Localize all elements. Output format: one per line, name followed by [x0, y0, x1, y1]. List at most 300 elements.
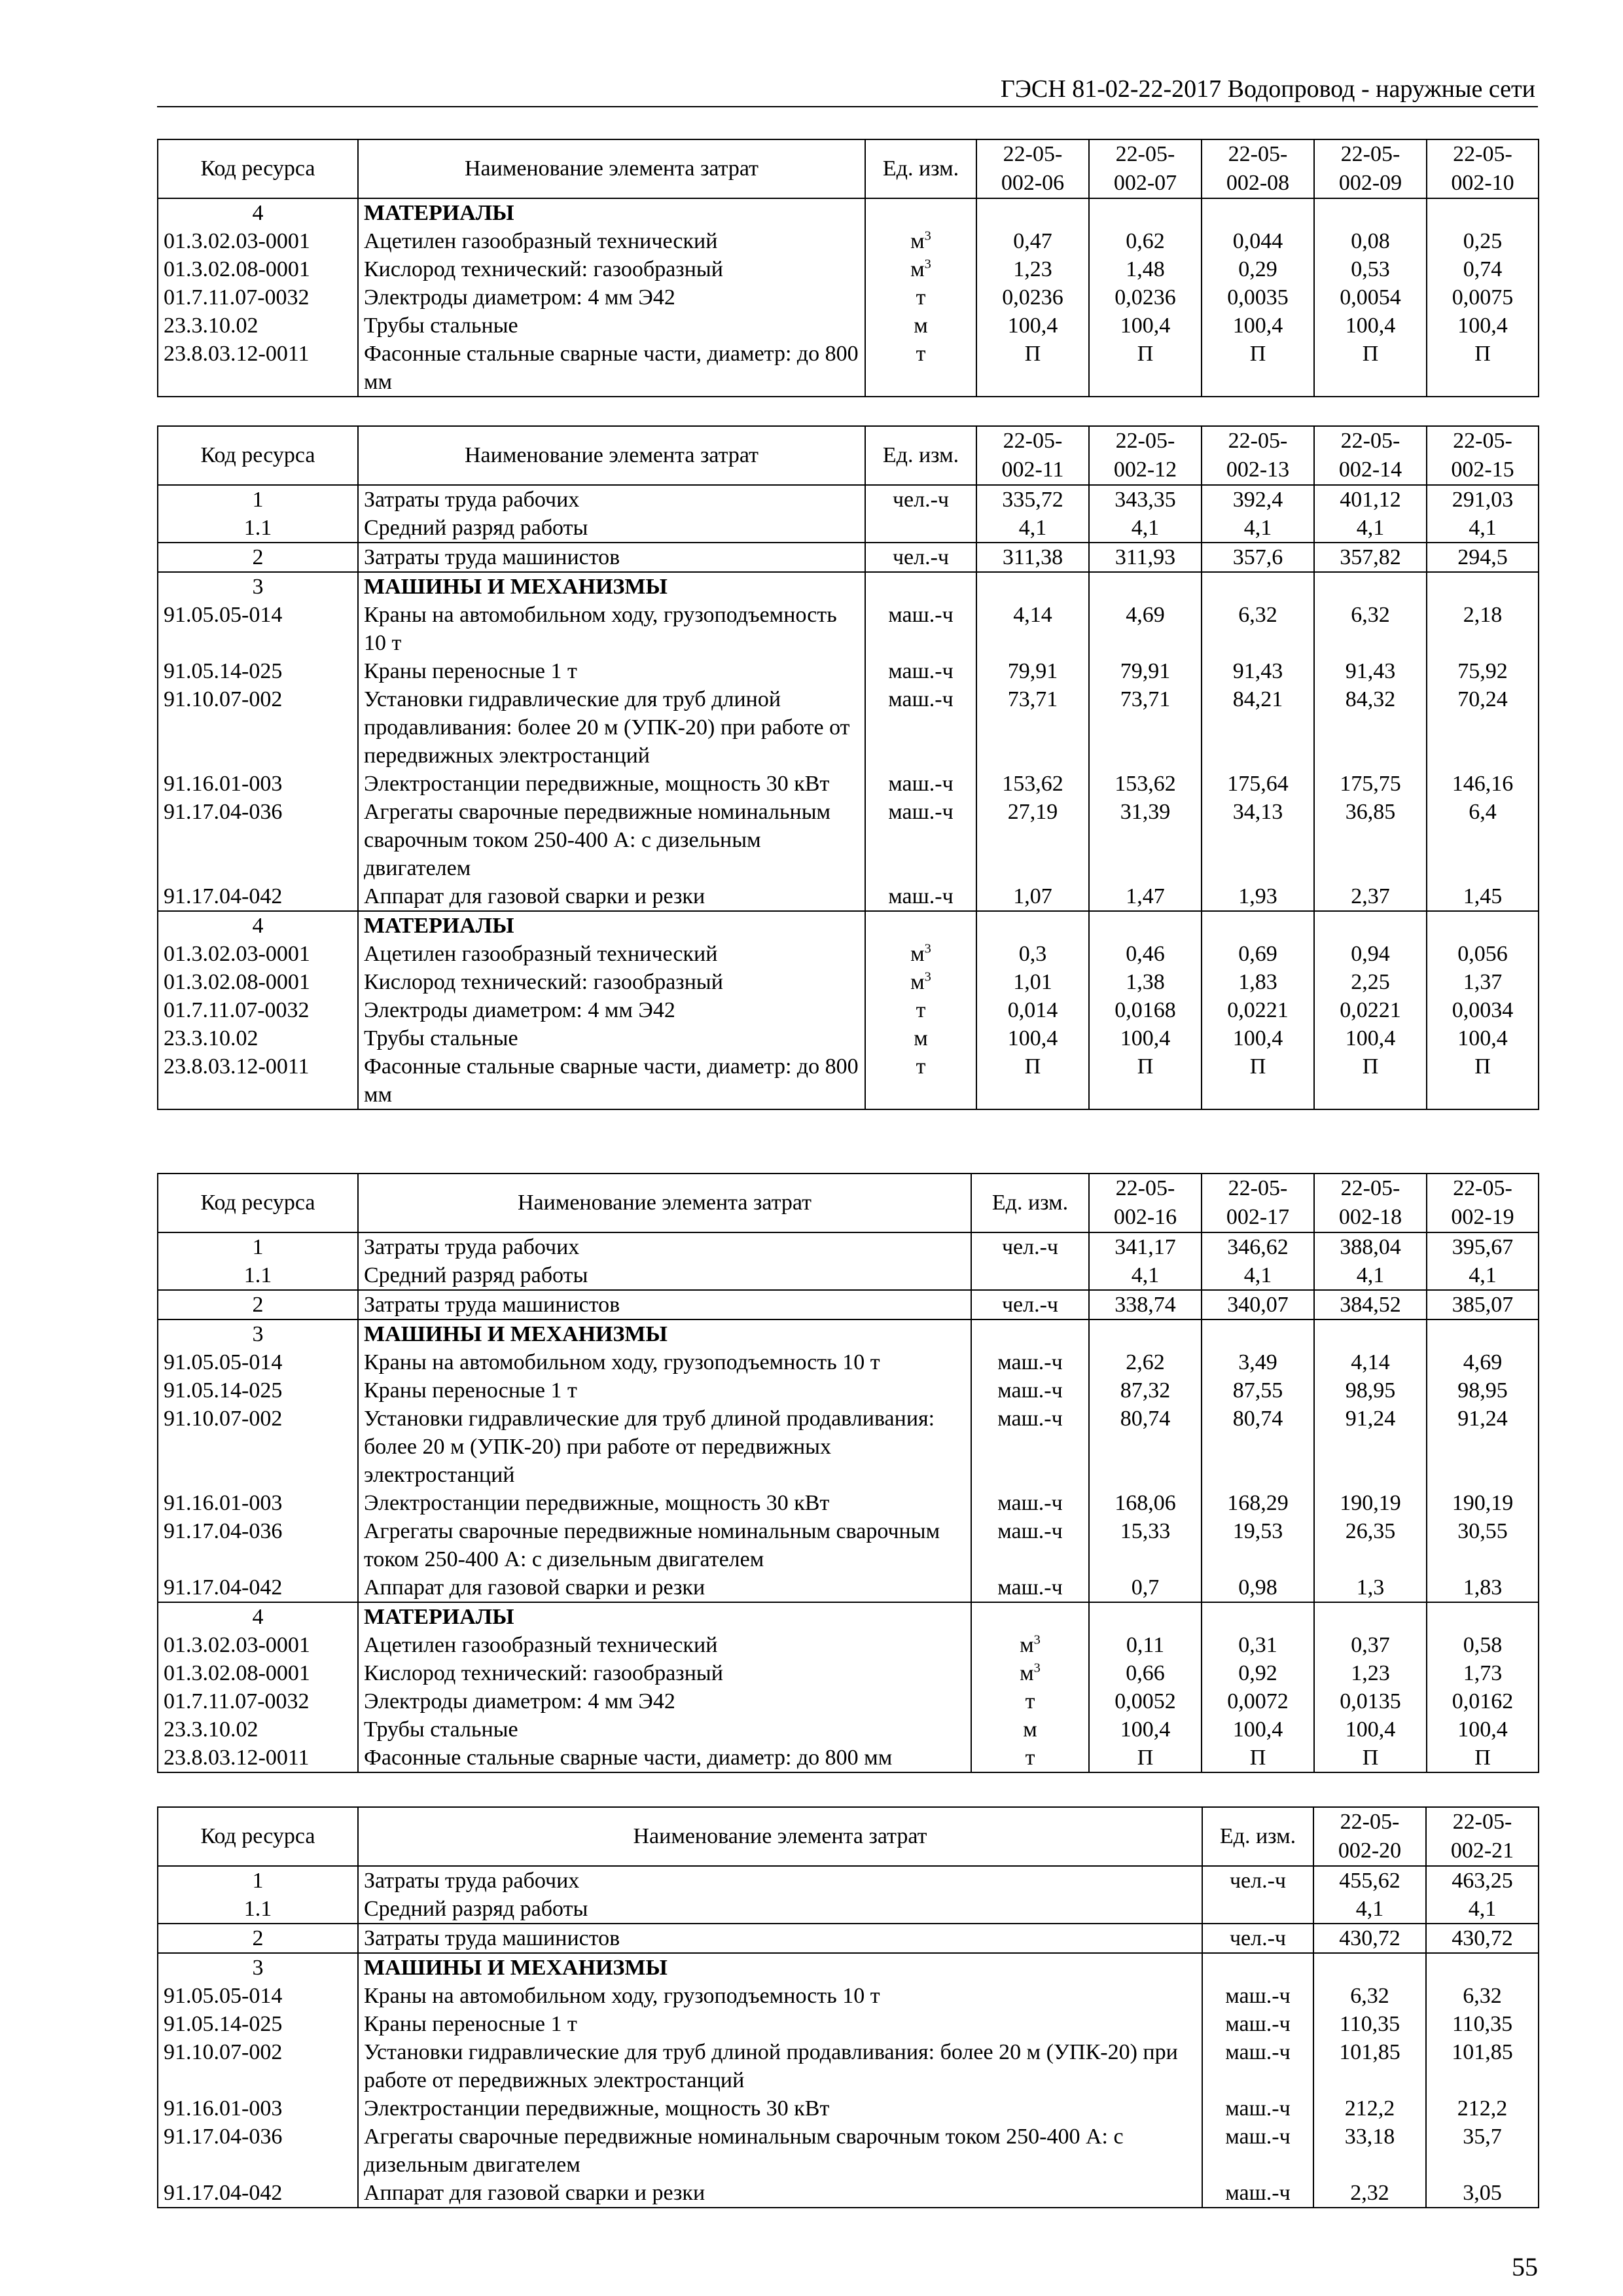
norm-value: 1,45: [1427, 882, 1539, 911]
norm-value: 100,4: [1427, 1024, 1539, 1052]
unit-of-measure: чел.-ч: [971, 1232, 1089, 1261]
norm-value: 0,0075: [1427, 283, 1539, 312]
col-header-code: Код ресурса: [158, 1807, 358, 1866]
unit-of-measure: [865, 911, 976, 940]
norm-value: 100,4: [1089, 312, 1202, 340]
norm-value: 79,91: [976, 657, 1089, 685]
norm-value: 2,25: [1314, 968, 1427, 996]
cost-element-name: Трубы стальные: [358, 312, 865, 340]
col-header-norm-code: 22-05- 002-11: [976, 426, 1089, 485]
norm-value: [1202, 1602, 1314, 1631]
unit-of-measure: маш.-ч: [1202, 2038, 1313, 2094]
norm-value: [1089, 198, 1202, 227]
resource-table-3: [157, 1173, 1539, 1773]
resource-code: 23.8.03.12-0011: [158, 1052, 358, 1109]
norm-value: [976, 198, 1089, 227]
table-row: [158, 1024, 1539, 1052]
norm-value: [1089, 1319, 1202, 1348]
cost-element-name: Электростанции передвижные, мощность 30 кВт: [358, 770, 865, 798]
norm-value: 1,37: [1427, 968, 1539, 996]
norm-value: 4,1: [1314, 514, 1427, 543]
norm-value: 1,93: [1202, 882, 1314, 911]
norm-value: 0,0162: [1427, 1687, 1539, 1715]
table-row: [158, 1261, 1539, 1290]
norm-value: 0,0221: [1202, 996, 1314, 1024]
cost-element-name: МАШИНЫ И МЕХАНИЗМЫ: [358, 1319, 971, 1348]
norm-value: [976, 572, 1089, 601]
cost-element-name: Агрегаты сварочные передвижные номинальным сварочным током 250-400 А: с дизельным двигателем: [358, 798, 865, 882]
norm-value: 190,19: [1427, 1489, 1539, 1517]
col-header-unit: Ед. изм.: [865, 139, 976, 198]
resource-code: 91.16.01-003: [158, 1489, 358, 1517]
unit-of-measure: маш.-ч: [1202, 1982, 1313, 2010]
norm-value: 1,3: [1314, 1573, 1427, 1602]
norm-value: 0,0052: [1089, 1687, 1202, 1715]
norm-value: 1,38: [1089, 968, 1202, 996]
norm-value: 30,55: [1427, 1517, 1539, 1573]
col-header-norm-code: 22-05- 002-14: [1314, 426, 1427, 485]
norm-value: 110,35: [1313, 2010, 1426, 2038]
norm-value: 3,05: [1426, 2179, 1539, 2208]
col-header-name: Наименование элемента затрат: [358, 1807, 1202, 1866]
cost-element-name: Электростанции передвижные, мощность 30 кВт: [358, 2094, 1202, 2123]
unit-of-measure: маш.-ч: [1202, 2123, 1313, 2179]
norm-value: [1089, 572, 1202, 601]
table-row: [158, 1405, 1539, 1489]
unit-of-measure: м: [971, 1715, 1089, 1744]
norm-value: 0,37: [1314, 1631, 1427, 1659]
norm-value: 91,43: [1202, 657, 1314, 685]
col-header-unit: Ед. изм.: [1202, 1807, 1313, 1866]
norm-value: 146,16: [1427, 770, 1539, 798]
unit-of-measure: маш.-ч: [865, 770, 976, 798]
table-row: [158, 1744, 1539, 1772]
cost-element-name: Аппарат для газовой сварки и резки: [358, 2179, 1202, 2208]
norm-value: 294,5: [1427, 543, 1539, 572]
norm-value: 35,7: [1426, 2123, 1539, 2179]
norm-value: 401,12: [1314, 485, 1427, 514]
norm-value: 463,25: [1426, 1866, 1539, 1895]
unit-of-measure: маш.-ч: [865, 685, 976, 770]
resource-code: 01.7.11.07-0032: [158, 1687, 358, 1715]
norm-value: 84,21: [1202, 685, 1314, 770]
norm-value: 0,056: [1427, 940, 1539, 968]
norm-value: 84,32: [1314, 685, 1427, 770]
norm-value: 0,53: [1314, 255, 1427, 283]
section-row: [158, 198, 1539, 227]
cost-element-name: Фасонные стальные сварные части, диаметр: до 800 мм: [358, 1744, 971, 1772]
cost-element-name: Ацетилен газообразный технический: [358, 1631, 971, 1659]
norm-value: 4,1: [1427, 514, 1539, 543]
norm-value: [1314, 911, 1427, 940]
resource-table-2: [157, 425, 1539, 1110]
norm-value: 0,69: [1202, 940, 1314, 968]
unit-of-measure: м: [865, 1024, 976, 1052]
norm-value: 98,95: [1427, 1376, 1539, 1405]
header-title: ГЭСН 81-02-22-2017 Водопровод - наружные сети: [1000, 75, 1535, 103]
norm-value: 101,85: [1426, 2038, 1539, 2094]
resource-code: 23.3.10.02: [158, 1715, 358, 1744]
col-header-norm-code: 22-05- 002-06: [976, 139, 1089, 198]
unit-of-measure: [971, 1602, 1089, 1631]
norm-value: П: [1089, 340, 1202, 397]
col-header-name: Наименование элемента затрат: [358, 426, 865, 485]
resource-code: 91.17.04-042: [158, 882, 358, 911]
resource-code: 01.7.11.07-0032: [158, 996, 358, 1024]
norm-value: 110,35: [1426, 2010, 1539, 2038]
col-header-norm-code: 22-05- 002-16: [1089, 1174, 1202, 1232]
norm-value: П: [1089, 1744, 1202, 1772]
page-header: [157, 73, 1538, 107]
norm-value: [1313, 1953, 1426, 1982]
norm-value: 6,32: [1314, 601, 1427, 657]
table-row: [158, 1376, 1539, 1405]
norm-value: 34,13: [1202, 798, 1314, 882]
table-row: [158, 2123, 1539, 2179]
col-header-code: Код ресурса: [158, 139, 358, 198]
cost-element-name: МАТЕРИАЛЫ: [358, 911, 865, 940]
unit-of-measure: т: [865, 340, 976, 397]
norm-value: 455,62: [1313, 1866, 1426, 1895]
unit-of-measure: [971, 1319, 1089, 1348]
table-row: [158, 657, 1539, 685]
norm-value: 0,3: [976, 940, 1089, 968]
cost-element-name: Краны на автомобильном ходу, грузоподъемность 10 т: [358, 1982, 1202, 2010]
col-header-norm-code: 22-05- 002-13: [1202, 426, 1314, 485]
cost-element-name: Краны на автомобильном ходу, грузоподъемность 10 т: [358, 1348, 971, 1376]
norm-value: 0,0034: [1427, 996, 1539, 1024]
resource-code: 91.17.04-036: [158, 2123, 358, 2179]
resource-code: 1: [158, 1866, 358, 1895]
norm-value: 430,72: [1426, 1924, 1539, 1953]
unit-of-measure: чел.-ч: [1202, 1866, 1313, 1895]
norm-value: [1427, 911, 1539, 940]
table-row: [158, 1687, 1539, 1715]
norm-value: 0,0236: [1089, 283, 1202, 312]
table-row: [158, 685, 1539, 770]
resource-code: 23.8.03.12-0011: [158, 1744, 358, 1772]
col-header-norm-code: 22-05- 002-09: [1314, 139, 1427, 198]
norm-value: 0,7: [1089, 1573, 1202, 1602]
col-header-norm-code: 22-05- 002-21: [1426, 1807, 1539, 1866]
norm-value: 395,67: [1427, 1232, 1539, 1261]
norm-value: 2,37: [1314, 882, 1427, 911]
col-header-code: Код ресурса: [158, 1174, 358, 1232]
norm-value: 15,33: [1089, 1517, 1202, 1573]
resource-code: 91.10.07-002: [158, 685, 358, 770]
section-row: [158, 1953, 1539, 1982]
resource-code: 1.1: [158, 1895, 358, 1924]
norm-value: 0,31: [1202, 1631, 1314, 1659]
unit-of-measure: [865, 198, 976, 227]
unit-of-measure: т: [971, 1744, 1089, 1772]
norm-value: 6,32: [1426, 1982, 1539, 2010]
resource-code: 01.7.11.07-0032: [158, 283, 358, 312]
unit-of-measure: $м^3$: [971, 1631, 1089, 1659]
table-row: [158, 2094, 1539, 2123]
resource-code: 1: [158, 1232, 358, 1261]
table-row: [158, 1895, 1539, 1924]
resource-code: 91.05.14-025: [158, 1376, 358, 1405]
norm-value: 0,92: [1202, 1659, 1314, 1687]
norm-value: 4,1: [1427, 1261, 1539, 1290]
norm-value: 346,62: [1202, 1232, 1314, 1261]
cost-element-name: Электроды диаметром: 4 мм Э42: [358, 283, 865, 312]
table-row: [158, 1631, 1539, 1659]
norm-value: 430,72: [1313, 1924, 1426, 1953]
norm-value: 212,2: [1426, 2094, 1539, 2123]
col-header-norm-code: 22-05- 002-19: [1427, 1174, 1539, 1232]
unit-of-measure: чел.-ч: [1202, 1924, 1313, 1953]
resource-code: 2: [158, 543, 358, 572]
norm-value: 4,14: [1314, 1348, 1427, 1376]
section-row: [158, 572, 1539, 601]
table-row: [158, 340, 1539, 397]
norm-value: 6,32: [1313, 1982, 1426, 2010]
col-header-norm-code: 22-05- 002-08: [1202, 139, 1314, 198]
table-row: [158, 1573, 1539, 1602]
norm-value: 80,74: [1202, 1405, 1314, 1489]
unit-of-measure: $м^3$: [971, 1659, 1089, 1687]
norm-value: 385,07: [1427, 1290, 1539, 1319]
cost-element-name: Затраты труда машинистов: [358, 1290, 971, 1319]
unit-of-measure: чел.-ч: [865, 485, 976, 514]
resource-code: 91.17.04-036: [158, 1517, 358, 1573]
norm-value: 100,4: [1314, 1715, 1427, 1744]
table-row: [158, 1659, 1539, 1687]
unit-of-measure: маш.-ч: [865, 798, 976, 882]
unit-of-measure: [865, 514, 976, 543]
norm-value: 335,72: [976, 485, 1089, 514]
table-row: [158, 1517, 1539, 1573]
resource-code: 91.16.01-003: [158, 770, 358, 798]
norm-value: 0,0072: [1202, 1687, 1314, 1715]
norm-value: 0,47: [976, 227, 1089, 255]
norm-value: 0,0135: [1314, 1687, 1427, 1715]
norm-value: 0,0236: [976, 283, 1089, 312]
header-row: [158, 1807, 1539, 1866]
table-row: [158, 1348, 1539, 1376]
cost-element-name: Электроды диаметром: 4 мм Э42: [358, 1687, 971, 1715]
header-row: [158, 426, 1539, 485]
cost-element-name: Затраты труда машинистов: [358, 1924, 1202, 1953]
header-row: [158, 139, 1539, 198]
unit-of-measure: [971, 1261, 1089, 1290]
resource-code: 91.10.07-002: [158, 2038, 358, 2094]
norm-value: П: [1202, 340, 1314, 397]
norm-value: [1202, 1319, 1314, 1348]
norm-value: 19,53: [1202, 1517, 1314, 1573]
norm-value: 4,1: [976, 514, 1089, 543]
unit-of-measure: чел.-ч: [971, 1290, 1089, 1319]
resource-code: 91.05.05-014: [158, 1348, 358, 1376]
norm-value: 73,71: [976, 685, 1089, 770]
norm-value: 168,06: [1089, 1489, 1202, 1517]
norm-value: 4,1: [1313, 1895, 1426, 1924]
unit-of-measure: [1202, 1895, 1313, 1924]
resource-code: 01.3.02.03-0001: [158, 940, 358, 968]
norm-value: 0,29: [1202, 255, 1314, 283]
col-header-norm-code: 22-05- 002-18: [1314, 1174, 1427, 1232]
norm-value: П: [1314, 1052, 1427, 1109]
norm-value: 100,4: [1202, 1715, 1314, 1744]
norm-value: 1,01: [976, 968, 1089, 996]
table-row: [158, 1489, 1539, 1517]
norm-value: 100,4: [1202, 1024, 1314, 1052]
resource-code: 91.10.07-002: [158, 1405, 358, 1489]
norm-value: 190,19: [1314, 1489, 1427, 1517]
norm-value: 212,2: [1313, 2094, 1426, 2123]
resource-code: 3: [158, 1953, 358, 1982]
resource-code: 1: [158, 485, 358, 514]
norm-value: 0,0054: [1314, 283, 1427, 312]
norm-value: 100,4: [1089, 1715, 1202, 1744]
norm-value: 1,07: [976, 882, 1089, 911]
table-row: [158, 1982, 1539, 2010]
table-row: [158, 514, 1539, 543]
unit-of-measure: маш.-ч: [865, 601, 976, 657]
norm-value: П: [1314, 1744, 1427, 1772]
unit-of-measure: т: [865, 283, 976, 312]
norm-value: 91,24: [1314, 1405, 1427, 1489]
cost-element-name: Средний разряд работы: [358, 1895, 1202, 1924]
norm-value: 291,03: [1427, 485, 1539, 514]
resource-code: 2: [158, 1924, 358, 1953]
norm-value: П: [1089, 1052, 1202, 1109]
resource-code: 91.05.14-025: [158, 657, 358, 685]
cost-element-name: Кислород технический: газообразный: [358, 968, 865, 996]
norm-value: 4,1: [1202, 1261, 1314, 1290]
norm-value: 0,58: [1427, 1631, 1539, 1659]
norm-value: П: [976, 1052, 1089, 1109]
resource-code: 4: [158, 911, 358, 940]
section-row: [158, 543, 1539, 572]
norm-value: 0,11: [1089, 1631, 1202, 1659]
cost-element-name: Трубы стальные: [358, 1715, 971, 1744]
norm-value: 357,6: [1202, 543, 1314, 572]
norm-value: [1089, 1602, 1202, 1631]
unit-of-measure: $м^3$: [865, 255, 976, 283]
norm-value: 100,4: [1427, 312, 1539, 340]
norm-value: [1314, 1602, 1427, 1631]
norm-value: 87,32: [1089, 1376, 1202, 1405]
unit-of-measure: т: [865, 996, 976, 1024]
table-row: [158, 1715, 1539, 1744]
norm-value: [1427, 1319, 1539, 1348]
norm-value: 0,74: [1427, 255, 1539, 283]
norm-value: 153,62: [976, 770, 1089, 798]
unit-of-measure: маш.-ч: [971, 1517, 1089, 1573]
cost-element-name: Затраты труда рабочих: [358, 485, 865, 514]
norm-value: 0,46: [1089, 940, 1202, 968]
cost-element-name: МАТЕРИАЛЫ: [358, 1602, 971, 1631]
norm-value: 26,35: [1314, 1517, 1427, 1573]
section-row: [158, 1319, 1539, 1348]
norm-value: 0,0035: [1202, 283, 1314, 312]
norm-value: 100,4: [1427, 1715, 1539, 1744]
cost-element-name: Ацетилен газообразный технический: [358, 940, 865, 968]
norm-value: 1,23: [1314, 1659, 1427, 1687]
norm-value: 4,1: [1089, 1261, 1202, 1290]
norm-value: 100,4: [1314, 312, 1427, 340]
cost-element-name: Установки гидравлические для труб длиной продавливания: более 20 м (УПК-20) при работе от передвижных электростанций: [358, 1405, 971, 1489]
norm-value: П: [1427, 1744, 1539, 1772]
resource-code: 3: [158, 1319, 358, 1348]
cost-element-name: Средний разряд работы: [358, 514, 865, 543]
col-header-unit: Ед. изм.: [865, 426, 976, 485]
norm-value: 1,83: [1427, 1573, 1539, 1602]
col-header-norm-code: 22-05- 002-12: [1089, 426, 1202, 485]
norm-value: 98,95: [1314, 1376, 1427, 1405]
norm-value: 392,4: [1202, 485, 1314, 514]
norm-value: 0,25: [1427, 227, 1539, 255]
unit-of-measure: [1202, 1953, 1313, 1982]
unit-of-measure: $м^3$: [865, 940, 976, 968]
resource-code: 01.3.02.08-0001: [158, 1659, 358, 1687]
norm-value: 6,32: [1202, 601, 1314, 657]
norm-value: 175,75: [1314, 770, 1427, 798]
resource-code: 91.05.05-014: [158, 1982, 358, 2010]
section-row: [158, 1290, 1539, 1319]
section-row: [158, 485, 1539, 514]
table-row: [158, 312, 1539, 340]
section-row: [158, 1924, 1539, 1953]
col-header-norm-code: 22-05- 002-17: [1202, 1174, 1314, 1232]
norm-value: 79,91: [1089, 657, 1202, 685]
norm-value: 0,0221: [1314, 996, 1427, 1024]
table-row: [158, 2179, 1539, 2208]
table-row: [158, 798, 1539, 882]
table-row: [158, 996, 1539, 1024]
norm-value: 0,08: [1314, 227, 1427, 255]
cost-element-name: МАШИНЫ И МЕХАНИЗМЫ: [358, 572, 865, 601]
norm-value: П: [1427, 340, 1539, 397]
norm-value: 87,55: [1202, 1376, 1314, 1405]
table-row: [158, 968, 1539, 996]
norm-value: 101,85: [1313, 2038, 1426, 2094]
cost-element-name: Установки гидравлические для труб длиной продавливания: более 20 м (УПК-20) при работе от передвижных электростанций: [358, 685, 865, 770]
table-row: [158, 882, 1539, 911]
col-header-norm-code: 22-05- 002-10: [1427, 139, 1539, 198]
cost-element-name: Агрегаты сварочные передвижные номинальным сварочным током 250-400 А: с дизельным двигателем: [358, 2123, 1202, 2179]
cost-element-name: Кислород технический: газообразный: [358, 255, 865, 283]
resource-code: 01.3.02.03-0001: [158, 1631, 358, 1659]
resource-code: 23.3.10.02: [158, 312, 358, 340]
cost-element-name: Аппарат для газовой сварки и резки: [358, 1573, 971, 1602]
norm-value: [1202, 911, 1314, 940]
norm-value: П: [976, 340, 1089, 397]
cost-element-name: Краны переносные 1 т: [358, 2010, 1202, 2038]
section-row: [158, 1866, 1539, 1895]
norm-value: 91,43: [1314, 657, 1427, 685]
table-row: [158, 601, 1539, 657]
norm-value: [1202, 198, 1314, 227]
norm-value: 340,07: [1202, 1290, 1314, 1319]
resource-code: 91.05.14-025: [158, 2010, 358, 2038]
cost-element-name: Затраты труда машинистов: [358, 543, 865, 572]
cost-element-name: МАТЕРИАЛЫ: [358, 198, 865, 227]
norm-value: 1,73: [1427, 1659, 1539, 1687]
norm-value: П: [1427, 1052, 1539, 1109]
table-row: [158, 2010, 1539, 2038]
unit-of-measure: [865, 572, 976, 601]
cost-element-name: Агрегаты сварочные передвижные номинальным сварочным током 250-400 А: с дизельным двигателем: [358, 1517, 971, 1573]
norm-value: 168,29: [1202, 1489, 1314, 1517]
resource-code: 1.1: [158, 514, 358, 543]
cost-element-name: Краны на автомобильном ходу, грузоподъемность 10 т: [358, 601, 865, 657]
norm-value: 31,39: [1089, 798, 1202, 882]
norm-value: 311,38: [976, 543, 1089, 572]
